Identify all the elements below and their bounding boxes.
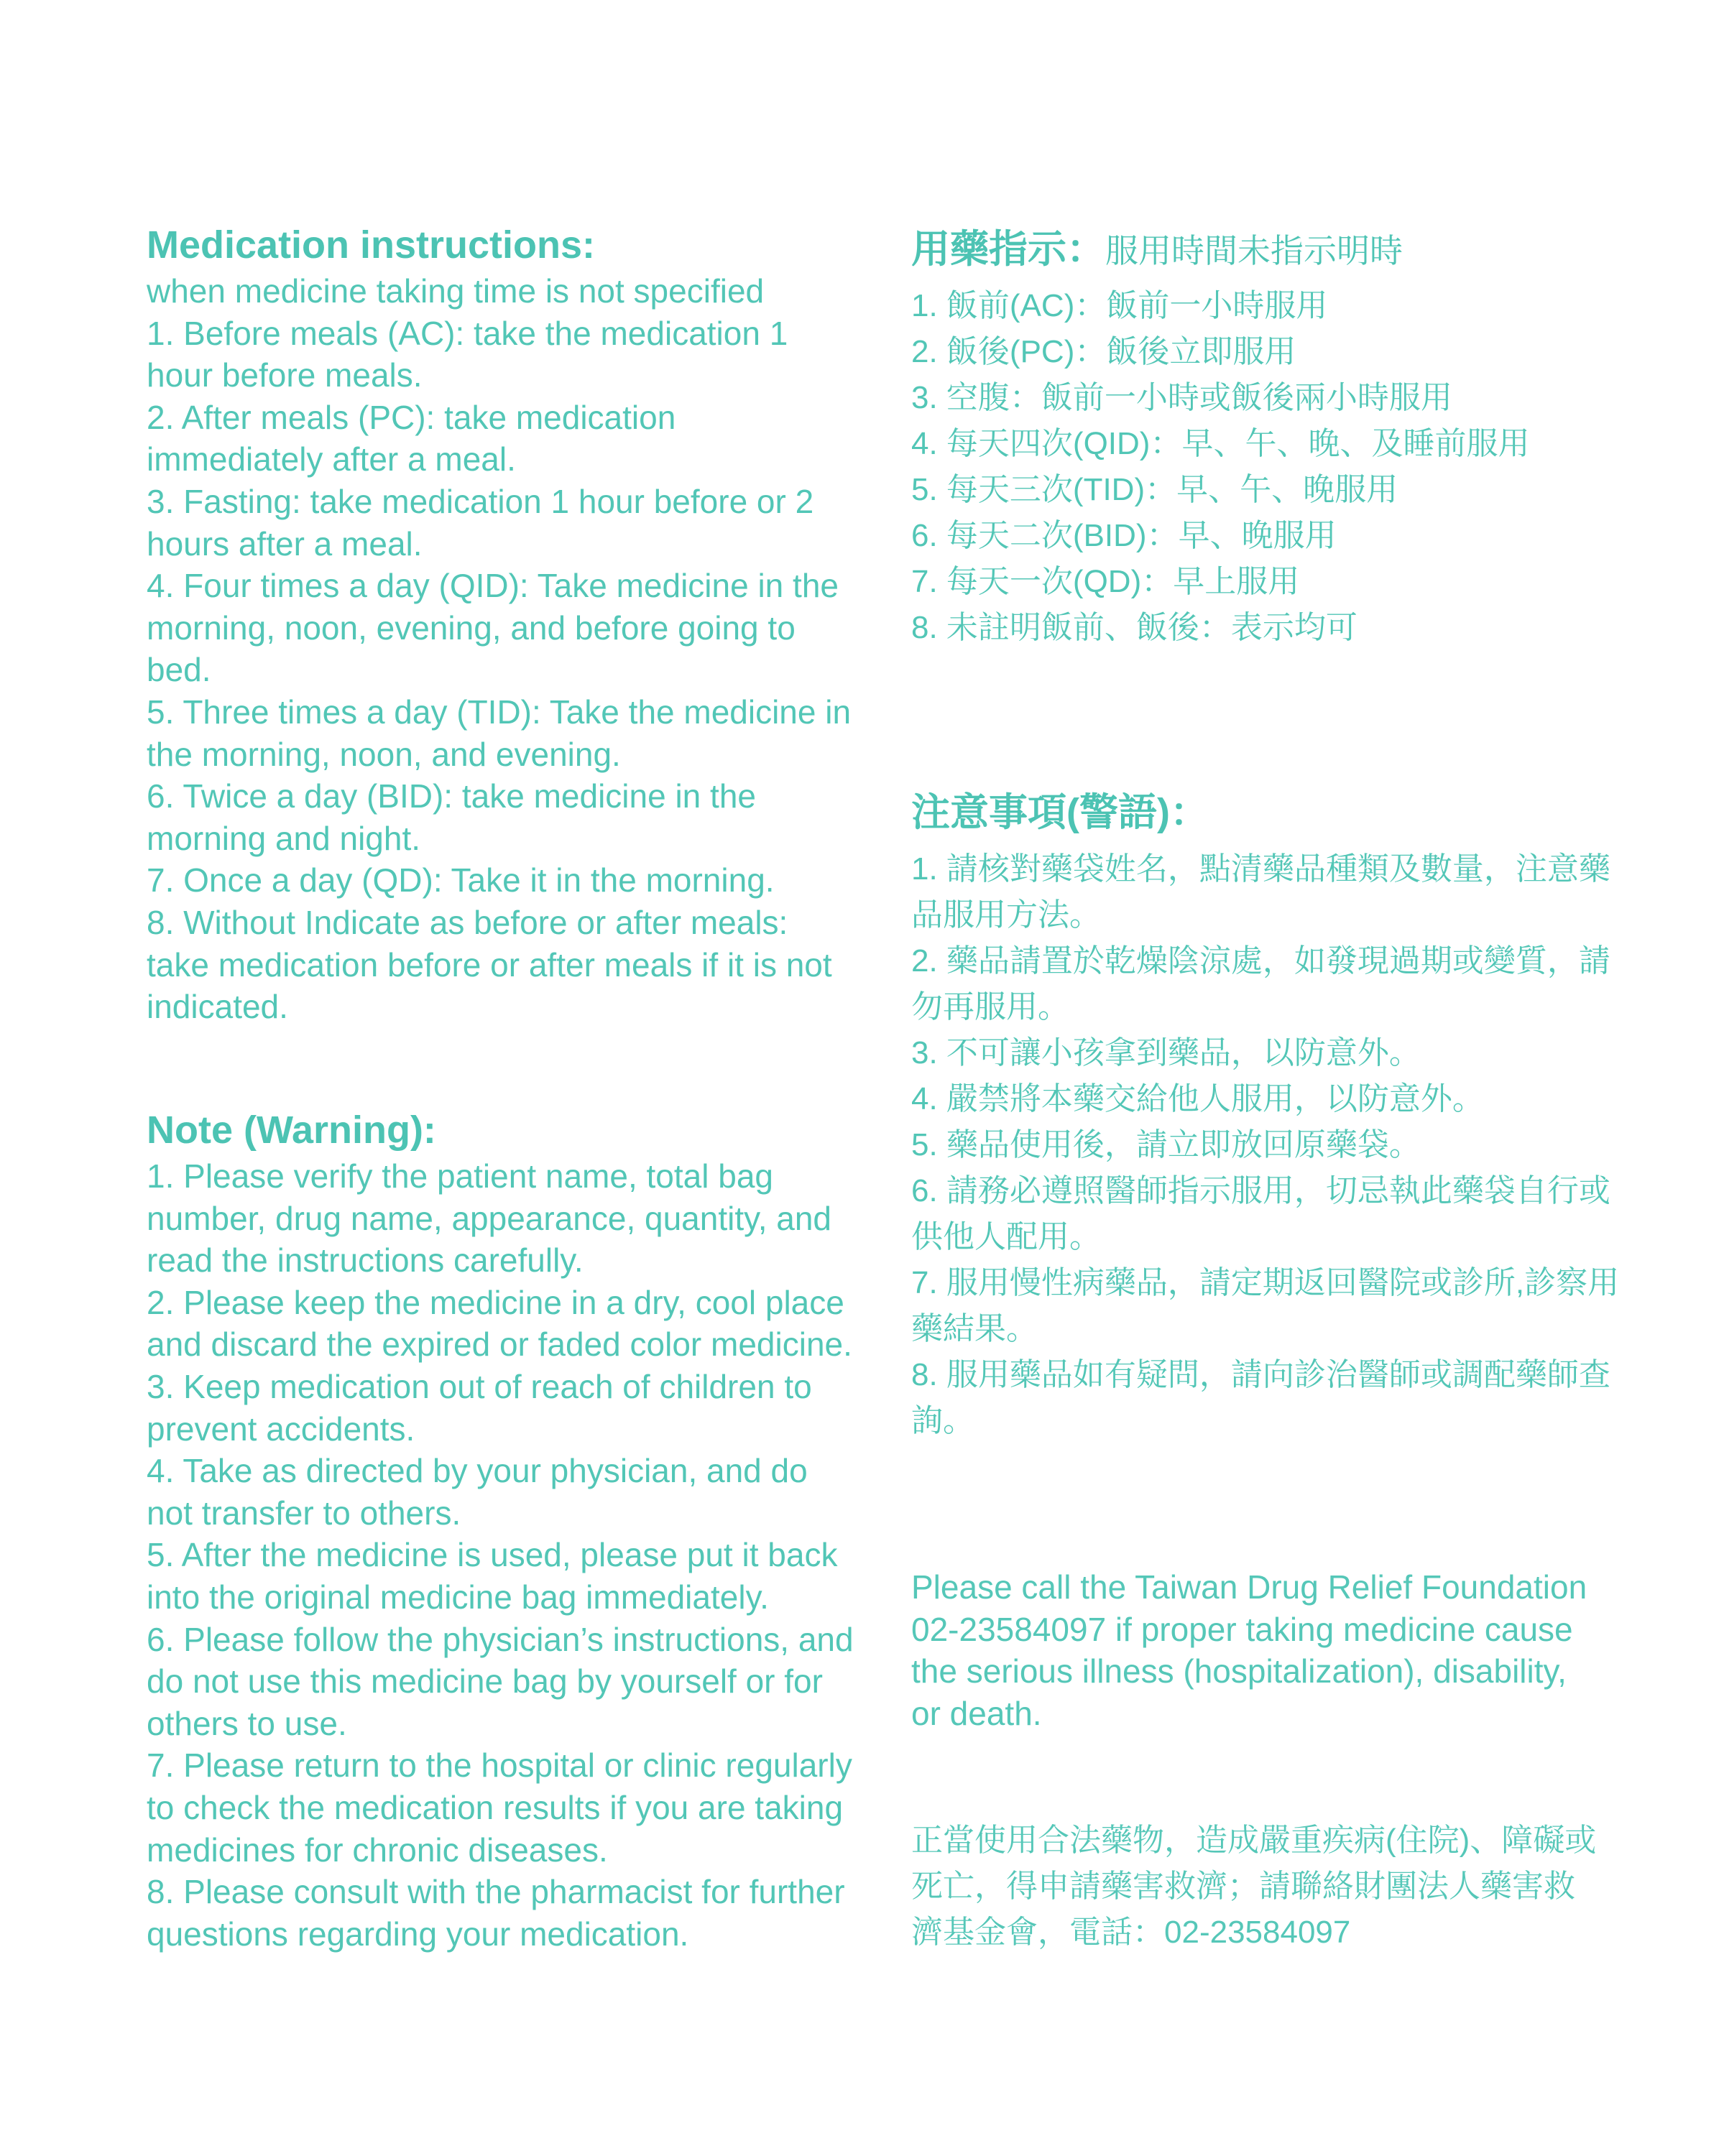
medication-heading-en: Medication instructions: <box>147 223 596 267</box>
list-item: 4. 嚴禁將本藥交給他人服用，以防意外。 <box>911 1081 1484 1116</box>
list-item: 2. Please keep the medicine in a dry, cool place and discard the expired or faded color medicine. <box>147 1283 852 1364</box>
list-item: 3. Fasting: take medication 1 hour before or 2 hours after a meal. <box>147 482 814 563</box>
list-item: 1. 請核對藥袋姓名，點清藥品種類及數量，注意藥品服用方法。 <box>911 851 1610 933</box>
list-item: 8. Without Indicate as before or after meals: take medication before or after meals if it is not indicated. <box>147 903 832 1026</box>
warning-list-zh <box>911 846 1630 1444</box>
medication-instructions-zh <box>911 226 1630 651</box>
warning-zh <box>911 789 1630 1444</box>
list-item: 2. 飯後(PC)：飯後立即服用 <box>911 334 1296 369</box>
list-item: 4. 每天四次(QID)：早、午、晚、及睡前服用 <box>911 426 1530 461</box>
medication-subheading-zh: 服用時間未指示明時 <box>1105 232 1403 269</box>
warning-heading-zh: 注意事項(警語)： <box>911 791 1209 834</box>
medication-instructions-en <box>147 220 858 1028</box>
warning-en <box>147 1105 858 1955</box>
list-item: 4. Four times a day (QID): Take medicine in the morning, noon, evening, and before going to bed. <box>147 567 839 689</box>
list-item: 5. 每天三次(TID)：早、午、晚服用 <box>911 472 1398 507</box>
list-item: 3. 不可讓小孩拿到藥品，以防意外。 <box>911 1035 1421 1070</box>
list-item: 1. Please verify the patient name, total bag number, drug name, appearance, quantity, and read the instructions carefully. <box>147 1157 832 1280</box>
list-item: 3. 空腹：飯前一小時或飯後兩小時服用 <box>911 380 1452 415</box>
medication-list-zh <box>911 283 1630 651</box>
list-item: 3. Keep medication out of reach of children to prevent accidents. <box>147 1367 812 1448</box>
list-item: 1. 飯前(AC)：飯前一小時服用 <box>911 288 1328 323</box>
warning-list-en <box>147 1155 858 1955</box>
list-item: 6. 每天二次(BID)：早、晚服用 <box>911 518 1337 553</box>
medication-list-en <box>147 313 858 1028</box>
list-item: 8. Please consult with the pharmacist for further questions regarding your medication. <box>147 1873 845 1953</box>
list-item: 8. 服用藥品如有疑問，請向診治醫師或調配藥師查詢。 <box>911 1357 1610 1438</box>
list-item: 7. Please return to the hospital or clinic regularly to check the medication results if you are taking medicines for chronic diseases. <box>147 1746 852 1869</box>
warning-heading-en: Note (Warning): <box>147 1109 436 1152</box>
list-item: 7. 每天一次(QD)：早上服用 <box>911 564 1300 599</box>
list-item: 7. Once a day (QD): Take it in the morning. <box>147 861 775 899</box>
medication-subheading-en: when medicine taking time is not specified <box>147 272 765 310</box>
list-item: 4. Take as directed by your physician, and do not transfer to others. <box>147 1452 808 1532</box>
medication-heading-zh: 用藥指示： <box>911 228 1105 271</box>
list-item: 6. Twice a day (BID): take medicine in the morning and night. <box>147 777 756 857</box>
list-item: 1. Before meals (AC): take the medication 1 hour before meals. <box>147 314 788 394</box>
list-item: 2. 藥品請置於乾燥陰涼處，如發現過期或變質，請勿再服用。 <box>911 943 1610 1024</box>
list-item: 5. After the medicine is used, please put it back into the original medicine bag immediately. <box>147 1536 838 1616</box>
list-item: 5. Three times a day (TID): Take the medicine in the morning, noon, and evening. <box>147 693 852 773</box>
list-item: 6. Please follow the physician’s instructions, and do not use this medicine bag by yourself or for others to use. <box>147 1620 854 1742</box>
medication-heading-row-zh <box>911 226 1630 283</box>
warning-heading-row-zh <box>911 789 1630 846</box>
drug-relief-notice-en: Please call the Taiwan Drug Relief Foundation 02-23584097 if proper taking medicine cause the serious illness (hospitalization), disability, or death. <box>911 1568 1587 1732</box>
list-item: 2. After meals (PC): take medication immediately after a meal. <box>147 398 676 478</box>
list-item: 6. 請務必遵照醫師指示服用，切忌執此藥袋自行或供他人配用。 <box>911 1173 1610 1254</box>
list-item: 7. 服用慢性病藥品，請定期返回醫院或診所,診察用藥結果。 <box>911 1265 1620 1346</box>
drug-relief-notice-zh: 正當使用合法藥物，造成嚴重疾病(住院)、障礙或死亡，得申請藥害救濟；請聯絡財團法人藥害救濟基金會，電話：02-23584097 <box>911 1823 1597 1950</box>
list-item: 8. 未註明飯前、飯後：表示均可 <box>911 610 1357 645</box>
list-item: 5. 藥品使用後，請立即放回原藥袋。 <box>911 1127 1421 1162</box>
